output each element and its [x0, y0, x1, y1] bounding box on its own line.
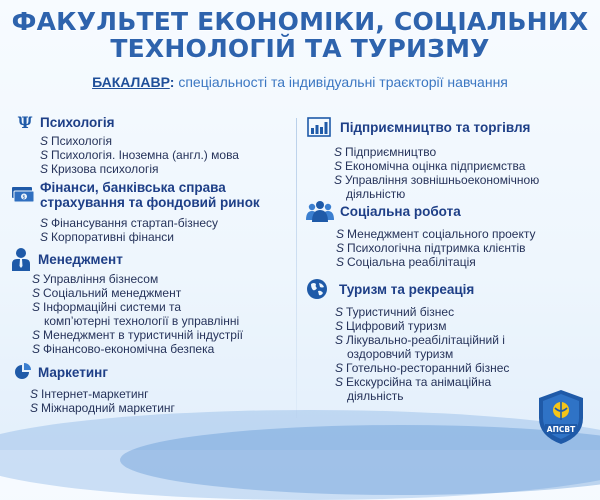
list-item: S Корпоративні фінанси: [40, 230, 174, 244]
section-entrepreneurship: [306, 116, 539, 201]
university-logo: [535, 388, 587, 446]
list-item: S Інформаційні системи та: [32, 300, 182, 314]
list-item: S Фінансово-економічна безпека: [32, 342, 215, 356]
psi-icon: [14, 114, 36, 130]
section-title: Психологія: [40, 114, 115, 130]
specialization-list: [40, 216, 260, 244]
logo-text: АПСВТ: [546, 425, 576, 434]
list-item: S Кризова психологія: [40, 162, 159, 176]
list-item: S Соціальна реабілітація: [336, 255, 476, 269]
globe-icon: [305, 277, 329, 301]
section-title: Менеджмент: [38, 251, 123, 267]
page-title-line-2: ТЕХНОЛОГІЙ ТА ТУРИЗМУ: [110, 34, 490, 63]
section-tourism: [305, 277, 509, 403]
degree-label: БАКАЛАВР: [92, 74, 170, 90]
list-item-continuation: оздоровчий туризм: [347, 347, 454, 361]
section-management: [10, 247, 243, 356]
degree-colon: :: [169, 74, 175, 90]
page-subtitle: [0, 74, 600, 90]
section-title: Маркетинг: [38, 364, 108, 380]
section-title-line-1: Фінанси, банківська справа: [40, 180, 226, 195]
manager-icon: [10, 247, 32, 271]
list-item: S Менеджмент соціального проекту: [336, 227, 536, 241]
section-title-line-2: страхування та фондовий ринок: [40, 195, 260, 210]
section-title: Підприємництво та торгівля: [340, 119, 531, 135]
specialization-list: [40, 134, 239, 176]
specialization-list: [334, 145, 539, 201]
list-item-continuation: комп’ютерні технології в управлінні: [44, 314, 240, 328]
specialization-list: [32, 272, 243, 356]
list-item: S Управління зовнішньоекономічною: [334, 173, 540, 187]
list-item-continuation: діяльністю: [346, 187, 406, 201]
list-item: S Туристичний бізнес: [335, 305, 455, 319]
section-title: Соціальна робота: [340, 203, 461, 219]
svg-text:Ψ: Ψ: [17, 114, 33, 130]
column-divider: [296, 118, 297, 418]
specialization-list: [30, 387, 175, 415]
section-social-work: [306, 199, 536, 269]
section-psychology: [14, 114, 239, 176]
list-item: S Управління бізнесом: [32, 272, 159, 286]
list-item: S Психологічна підтримка клієнтів: [336, 241, 526, 255]
people-icon: [306, 199, 334, 223]
pie-chart-icon: [12, 362, 34, 382]
section-marketing: [12, 362, 175, 415]
page-title-line-1: ФАКУЛЬТЕТ ЕКОНОМІКИ, СОЦІАЛЬНИХ: [11, 7, 589, 36]
list-item: S Міжнародний маркетинг: [30, 401, 175, 415]
specialization-list: [335, 305, 509, 403]
list-item-continuation: діяльність: [347, 389, 404, 403]
bar-chart-icon: [306, 116, 332, 138]
list-item: S Психологія: [40, 134, 112, 148]
section-title: Туризм та рекреація: [339, 281, 475, 297]
list-item: S Інтернет-маркетинг: [30, 387, 149, 401]
section-finance: [10, 180, 260, 244]
specialization-list: [336, 227, 536, 269]
money-icon: [10, 182, 36, 208]
list-item: S Готельно-ресторанний бізнес: [335, 361, 510, 375]
list-item: S Екскурсійна та анімаційна: [335, 375, 492, 389]
list-item: S Економічна оцінка підприємства: [334, 159, 526, 173]
list-item: S Лікувально-реабілітаційний і: [335, 333, 505, 347]
list-item: S Цифровий туризм: [335, 319, 447, 333]
list-item: S Підприємництво: [334, 145, 437, 159]
list-item: S Соціальний менеджмент: [32, 286, 182, 300]
list-item: S Психологія. Іноземна (англ.) мова: [40, 148, 239, 162]
list-item: S Менеджмент в туристичній індустрії: [32, 328, 243, 342]
subtitle-text: спеціальності та індивідуальні траєкторії навчання: [178, 74, 508, 90]
list-item: S Фінансування стартап-бізнесу: [40, 216, 219, 230]
svg-text:$: $: [22, 194, 26, 201]
